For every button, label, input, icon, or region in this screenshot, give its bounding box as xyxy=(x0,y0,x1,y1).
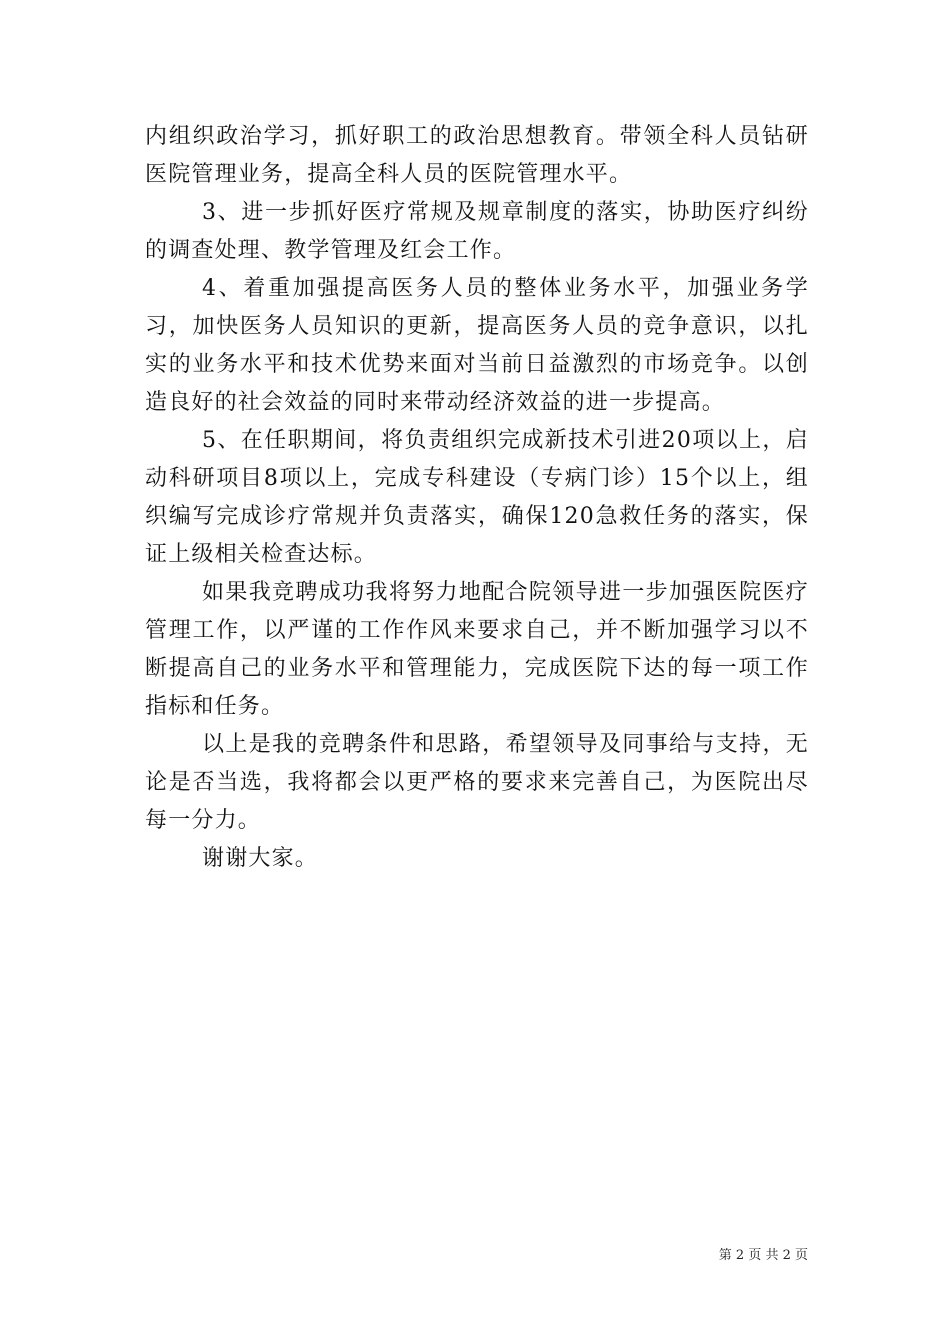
paragraph-item-4: 4、着重加强提高医务人员的整体业务水平，加强业务学习，加快医务人员知识的更新，提高医务人员的竞争意识，以扎实的业务水平和技术优势来面对当前日益激烈的市场竞争。以创造良好的社会效益的同时来带动经济效益的进一步提高。 xyxy=(145,276,809,415)
paragraph-commitment: 如果我竞聘成功我将努力地配合院领导进一步加强医院医疗管理工作，以严谨的工作作风来要求自己，并不断加强学习以不断提高自己的业务水平和管理能力，完成医院下达的每一项工作指标和任务。 xyxy=(145,580,809,719)
document-body xyxy=(145,118,809,878)
paragraph-closing: 以上是我的竞聘条件和思路，希望领导及同事给与支持，无论是否当选，我将都会以更严格的要求来完善自己，为医院出尽每一分力。 xyxy=(145,732,809,833)
paragraph-continued: 内组织政治学习，抓好职工的政治思想教育。带领全科人员钻研医院管理业务，提高全科人员的医院管理水平。 xyxy=(145,124,809,187)
paragraph-item-3: 3、进一步抓好医疗常规及规章制度的落实，协助医疗纠纷的调查处理、教学管理及红会工作。 xyxy=(145,200,809,263)
paragraph-thanks: 谢谢大家。 xyxy=(202,846,319,871)
paragraph-item-5: 5、在任职期间，将负责组织完成新技术引进20项以上，启动科研项目8项以上，完成专科建设（专病门诊）15个以上，组织编写完成诊疗常规并负责落实，确保120急救任务的落实，保证上级相关检查达标。 xyxy=(145,428,809,567)
page-number-footer: 第 2 页 共 2 页 xyxy=(718,1248,808,1263)
